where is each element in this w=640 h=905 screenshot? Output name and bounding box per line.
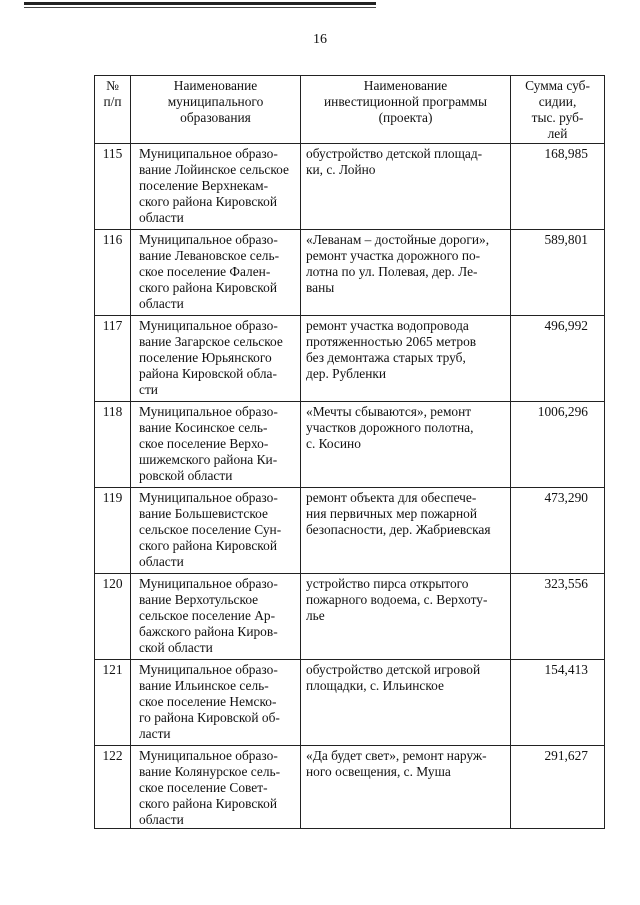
row-amount: 473,290 xyxy=(511,488,605,574)
row-municipality: Муниципальное образо- вание Косинское сель- ское поселение Верхо- шижемского района Ки- ровской области xyxy=(131,402,301,488)
header-program: Наименование инвестиционной программы (проекта) xyxy=(301,76,511,144)
table-row xyxy=(95,746,605,829)
top-rule xyxy=(24,2,376,5)
header-amount: Сумма суб- сидии, тыс. руб- лей xyxy=(511,76,605,144)
row-number: 115 xyxy=(95,144,131,230)
row-amount: 589,801 xyxy=(511,230,605,316)
row-municipality: Муниципальное образо- вание Лойинское сельское поселение Верхнекам- ского района Кировской области xyxy=(131,144,301,230)
page-number: 16 xyxy=(313,32,327,47)
row-number: 119 xyxy=(95,488,131,574)
row-program: ремонт объекта для обеспече- ния первичных мер пожарной безопасности, дер. Жабриевская xyxy=(301,488,511,574)
row-amount: 1006,296 xyxy=(511,402,605,488)
row-municipality: Муниципальное образо- вание Ильинское сель- ское поселение Немско- го района Кировской об- ласти xyxy=(131,660,301,746)
table-header-row xyxy=(95,76,605,144)
row-amount: 168,985 xyxy=(511,144,605,230)
row-program: «Леванам – достойные дороги», ремонт участка дорожного по- лотна по ул. Полевая, дер. Ле- ваны xyxy=(301,230,511,316)
row-amount: 291,627 xyxy=(511,746,605,829)
table-row xyxy=(95,660,605,746)
row-amount: 323,556 xyxy=(511,574,605,660)
row-municipality: Муниципальное образо- вание Левановское сель- ское поселение Фален- ского района Кировской области xyxy=(131,230,301,316)
row-program: обустройство детской игровой площадки, с. Ильинское xyxy=(301,660,511,746)
row-program: «Мечты сбываются», ремонт участков дорожного полотна, с. Косино xyxy=(301,402,511,488)
row-amount: 496,992 xyxy=(511,316,605,402)
row-number: 121 xyxy=(95,660,131,746)
row-municipality: Муниципальное образо- вание Верхотульское сельское поселение Ар- бажского района Киров- ской области xyxy=(131,574,301,660)
row-municipality: Муниципальное образо- вание Большевистское сельское поселение Сун- ского района Кировской области xyxy=(131,488,301,574)
table-row xyxy=(95,488,605,574)
row-program: ремонт участка водопровода протяженностью 2065 метров без демонтажа старых труб, дер. Рубленки xyxy=(301,316,511,402)
row-amount: 154,413 xyxy=(511,660,605,746)
row-program: устройство пирса открытого пожарного водоема, с. Верхоту- лье xyxy=(301,574,511,660)
row-number: 118 xyxy=(95,402,131,488)
row-program: обустройство детской площад- ки, с. Лойно xyxy=(301,144,511,230)
table-row xyxy=(95,316,605,402)
row-municipality: Муниципальное образо- вание Колянурское сель- ское поселение Совет- ского района Кировской области xyxy=(131,746,301,829)
table-row xyxy=(95,402,605,488)
row-number: 117 xyxy=(95,316,131,402)
top-rule-thin xyxy=(24,7,376,8)
row-number: 116 xyxy=(95,230,131,316)
row-number: 120 xyxy=(95,574,131,660)
header-municipality: Наименование муниципального образования xyxy=(131,76,301,144)
table-row xyxy=(95,144,605,230)
subsidy-table xyxy=(94,75,605,829)
table-row xyxy=(95,574,605,660)
row-municipality: Муниципальное образо- вание Загарское сельское поселение Юрьянского района Кировской обла- сти xyxy=(131,316,301,402)
row-number: 122 xyxy=(95,746,131,829)
row-program: «Да будет свет», ремонт наруж- ного освещения, с. Муша xyxy=(301,746,511,829)
table-row xyxy=(95,230,605,316)
header-no: № п/п xyxy=(95,76,131,144)
